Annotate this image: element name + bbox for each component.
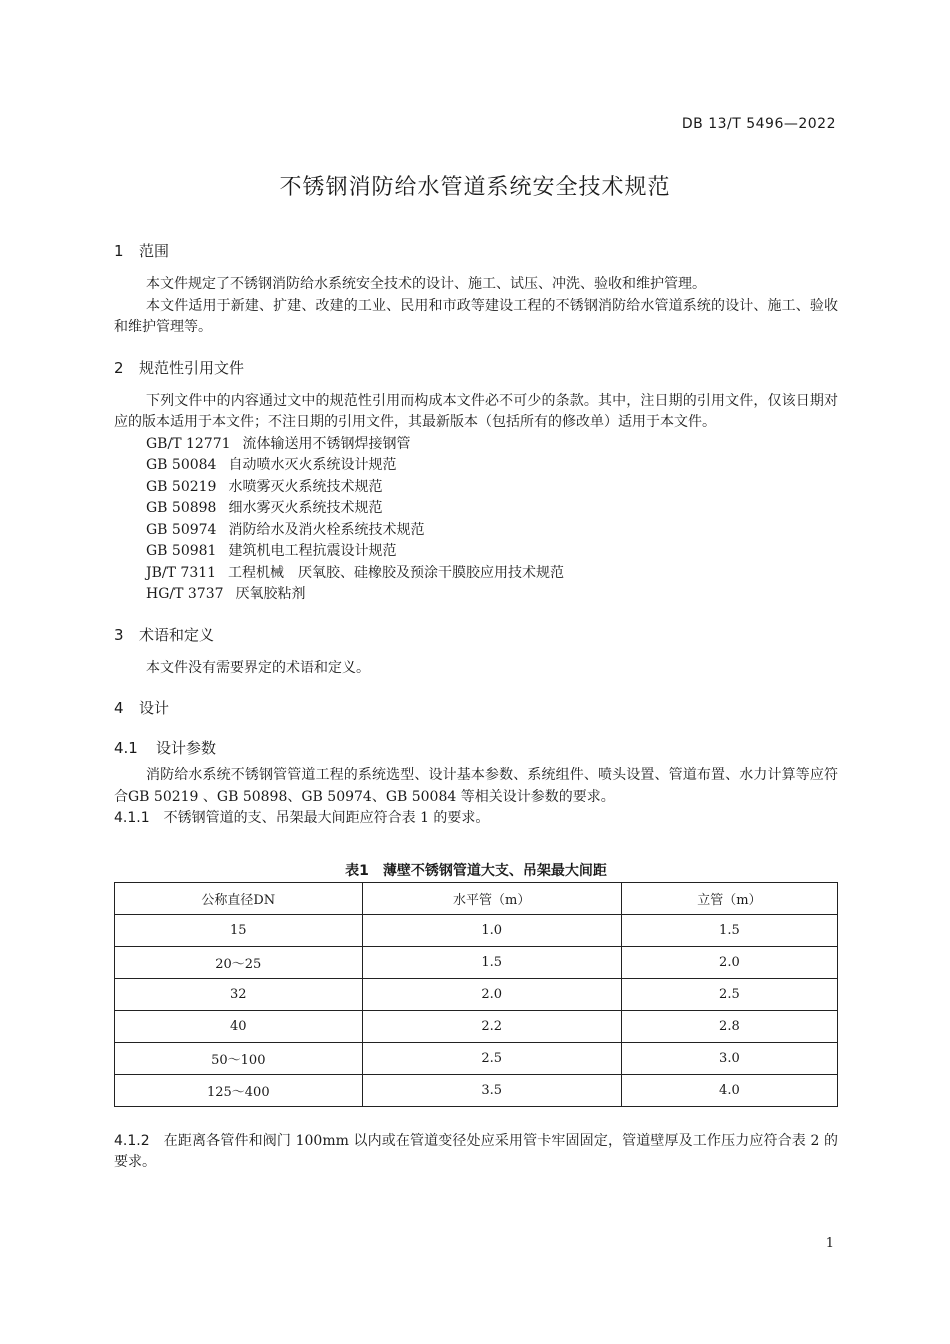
section-number: 3 bbox=[114, 625, 124, 644]
reference-name: 厌氧胶粘剂 bbox=[235, 586, 306, 602]
reference-item bbox=[114, 477, 838, 499]
table-cell: 3.5 bbox=[362, 1074, 621, 1106]
table-row bbox=[115, 946, 838, 978]
section-heading-scope bbox=[114, 240, 838, 262]
table-row bbox=[115, 978, 838, 1010]
table-cell: 32 bbox=[115, 978, 363, 1010]
reference-code: JB/T 7311 bbox=[146, 564, 217, 581]
reference-code: GB 50219 bbox=[146, 478, 217, 495]
paragraph: 下列文件中的内容通过文中的规范性引用而构成本文件必不可少的条款。其中，注日期的引用文件，仅该日期对应的版本适用于本文件；不注日期的引用文件，其最新版本（包括所有的修改单）适用于本文件。 bbox=[114, 392, 838, 430]
table-cell: 2.5 bbox=[362, 1042, 621, 1074]
reference-code: GB 50974 bbox=[146, 521, 217, 538]
reference-code: GB 50084 bbox=[146, 457, 217, 473]
table-row bbox=[115, 914, 838, 946]
clause-text: 不锈钢管道的支、吊架最大间距应符合表 1 的要求。 bbox=[163, 810, 490, 826]
subsection-heading-design-parameters bbox=[114, 737, 838, 759]
section-heading-design bbox=[114, 697, 838, 719]
reference-item bbox=[114, 563, 838, 585]
reference-name: 水喷雾灭火系统技术规范 bbox=[228, 478, 383, 495]
column-header-nominal-diameter: 公称直径DN bbox=[115, 882, 363, 914]
table-header-row bbox=[115, 882, 838, 914]
table-cell: 2.2 bbox=[362, 1010, 621, 1042]
table-cell: 50～100 bbox=[115, 1042, 363, 1074]
column-header-vertical-pipe: 立管（m） bbox=[621, 882, 837, 914]
table-row bbox=[115, 1010, 838, 1042]
table-cell: 2.8 bbox=[621, 1010, 837, 1042]
table-cell: 1.5 bbox=[621, 914, 837, 946]
standard-code: DB 13/T 5496—2022 bbox=[681, 116, 836, 132]
table-cell: 125～400 bbox=[115, 1074, 363, 1106]
reference-name: 建筑机电工程抗震设计规范 bbox=[228, 543, 397, 559]
section-heading-normative-references bbox=[114, 357, 838, 379]
paragraph: 本文件适用于新建、扩建、改建的工业、民用和市政等建设工程的不锈钢消防给水管道系统的设计、施工、验收和维护管理等。 bbox=[114, 297, 838, 335]
page-number: 1 bbox=[825, 1236, 834, 1251]
paragraph: 本文件没有需要界定的术语和定义。 bbox=[146, 659, 370, 676]
table-cell: 1.5 bbox=[362, 946, 621, 978]
reference-code: GB 50898 bbox=[146, 500, 217, 516]
table-row bbox=[115, 1042, 838, 1074]
table-cell: 2.5 bbox=[621, 978, 837, 1010]
reference-name: 细水雾灭火系统技术规范 bbox=[228, 500, 383, 516]
table-cell: 2.0 bbox=[362, 978, 621, 1010]
table-cell: 40 bbox=[115, 1010, 363, 1042]
clause-number: 4.1.1 bbox=[114, 810, 150, 826]
reference-code: HG/T 3737 bbox=[146, 586, 224, 602]
reference-item bbox=[114, 541, 838, 563]
reference-item bbox=[114, 455, 838, 477]
reference-item bbox=[114, 520, 838, 542]
clause-text: 在距离各管件和阀门 100mm 以内或在管道变径处应采用管卡牢固固定，管道壁厚及工作压力应符合表 2 的要求。 bbox=[114, 1132, 838, 1170]
section-heading-terms bbox=[114, 624, 838, 646]
table-cell: 2.0 bbox=[621, 946, 837, 978]
reference-name: 工程机械 厌氧胶、硅橡胶及预涂干膜胶应用技术规范 bbox=[228, 564, 565, 581]
reference-code: GB/T 12771 bbox=[146, 435, 231, 452]
clause-number: 4.1.2 bbox=[114, 1132, 150, 1149]
reference-list bbox=[114, 434, 838, 606]
section-number: 1 bbox=[114, 242, 124, 260]
reference-item bbox=[114, 584, 838, 606]
table-cell: 20～25 bbox=[115, 946, 363, 978]
clause-4-1-2 bbox=[114, 1131, 838, 1174]
reference-code: GB 50981 bbox=[146, 543, 217, 559]
reference-item bbox=[114, 498, 838, 520]
subsection-number: 4.1 bbox=[114, 739, 138, 757]
table-cell: 1.0 bbox=[362, 914, 621, 946]
table-cell: 3.0 bbox=[621, 1042, 837, 1074]
reference-name: 消防给水及消火栓系统技术规范 bbox=[228, 521, 425, 538]
support-spacing-table bbox=[114, 882, 838, 1107]
section-title: 范围 bbox=[139, 242, 170, 260]
paragraph: 本文件规定了不锈钢消防给水系统安全技术的设计、施工、试压、冲洗、验收和维护管理。 bbox=[146, 276, 706, 292]
reference-name: 流体输送用不锈钢焊接钢管 bbox=[242, 435, 411, 452]
table-cell: 4.0 bbox=[621, 1074, 837, 1106]
reference-name: 自动喷水灭火系统设计规范 bbox=[228, 457, 397, 473]
document-body bbox=[114, 240, 838, 1174]
column-header-horizontal-pipe: 水平管（m） bbox=[362, 882, 621, 914]
paragraph: 消防给水系统不锈钢管管道工程的系统选型、设计基本参数、系统组件、喷头设置、管道布置、水力计算等应符合GB 50219 、GB 50898、GB 50974、GB 50084 等相关设计参数的要求。 bbox=[114, 767, 838, 805]
section-number: 4 bbox=[114, 699, 124, 717]
section-title: 设计 bbox=[139, 699, 170, 717]
table-cell: 15 bbox=[115, 914, 363, 946]
table-row bbox=[115, 1074, 838, 1106]
subsection-title: 设计参数 bbox=[156, 739, 217, 757]
clause-4-1-1 bbox=[114, 808, 838, 830]
section-title: 规范性引用文件 bbox=[139, 358, 245, 377]
reference-item bbox=[114, 434, 838, 456]
section-number: 2 bbox=[114, 358, 124, 377]
document-title: 不锈钢消防给水管道系统安全技术规范 bbox=[279, 175, 671, 200]
section-title: 术语和定义 bbox=[139, 625, 215, 644]
table-caption: 表1 薄壁不锈钢管道大支、吊架最大间距 bbox=[345, 862, 607, 879]
